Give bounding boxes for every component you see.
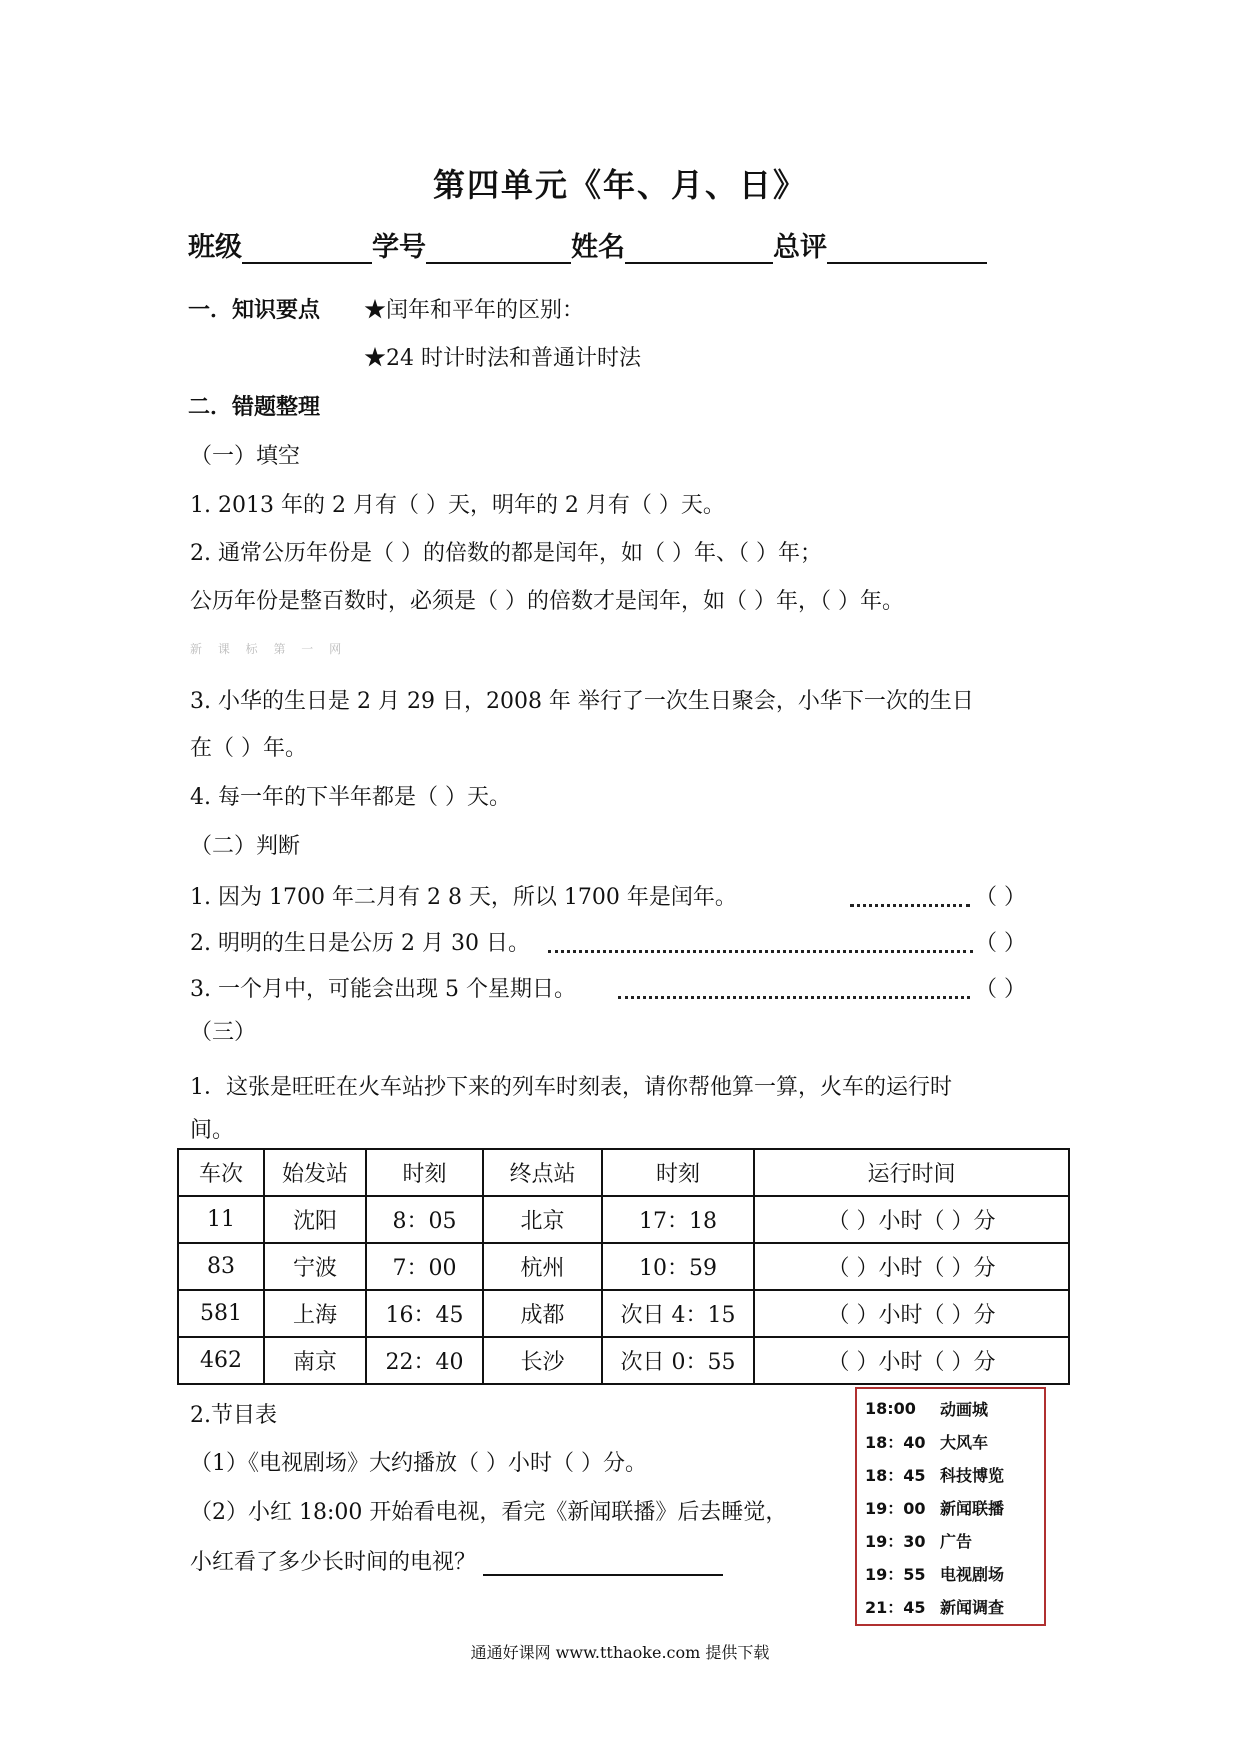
part3-question-1-line2: 间。 — [190, 1118, 235, 1143]
table-row — [178, 1337, 1069, 1384]
fill-question-2-line1: 2. 通常公历年份是（ ）的倍数的都是闰年，如（ ）年、（ ）年； — [190, 541, 822, 566]
score-blank[interactable] — [827, 232, 987, 264]
schedule-program: 新闻联播 — [940, 1499, 1005, 1518]
schedule-row — [865, 1491, 1004, 1524]
score-label: 总评 — [773, 232, 827, 263]
header-arrive-time: 时刻 — [602, 1149, 754, 1196]
schedule-program: 动画城 — [940, 1400, 989, 1419]
judge-item-3: 3. 一个月中，可能会出现 5 个星期日。 — [190, 977, 576, 1002]
schedule-time: 18：40 — [865, 1433, 926, 1452]
cell-arrive-time: 10：59 — [602, 1243, 754, 1290]
tv-schedule-box — [855, 1387, 1046, 1626]
cell-run-time[interactable]: （ ）小时（ ）分 — [754, 1290, 1069, 1337]
header-destination: 终点站 — [483, 1149, 602, 1196]
fill-question-3-line1: 3. 小华的生日是 2 月 29 日，2008 年 举行了一次生日聚会，小华下一次的生日 — [190, 689, 974, 714]
program-question-2-line1: （2）小红 18:00 开始看电视，看完《新闻联播》后去睡觉， — [190, 1500, 788, 1525]
schedule-row — [865, 1458, 1004, 1491]
cell-destination: 杭州 — [483, 1243, 602, 1290]
cell-depart-time: 22：40 — [366, 1337, 483, 1384]
page-title: 第四单元《年、月、日》 — [432, 166, 807, 204]
class-blank[interactable] — [242, 232, 372, 264]
judge-heading: （二）判断 — [190, 834, 301, 859]
judge-item-2-dots — [548, 934, 973, 953]
cell-arrive-time: 次日 4：15 — [602, 1290, 754, 1337]
section2-heading: 二．错题整理 — [188, 395, 321, 420]
cell-arrive-time: 次日 0：55 — [602, 1337, 754, 1384]
judge-item-1: 1. 因为 1700 年二月有 2 8 天，所以 1700 年是闰年。 — [190, 885, 737, 910]
schedule-row — [865, 1590, 1004, 1623]
schedule-program: 新闻调查 — [940, 1598, 1005, 1617]
part3-heading: （三） — [190, 1020, 257, 1045]
schedule-time: 21：45 — [865, 1598, 926, 1617]
answer-line[interactable] — [483, 1550, 723, 1576]
schedule-row — [865, 1524, 972, 1557]
class-label: 班级 — [188, 232, 242, 263]
cell-destination: 北京 — [483, 1196, 602, 1243]
program-table-heading: 2.节目表 — [190, 1403, 277, 1428]
name-blank[interactable] — [625, 232, 773, 264]
name-label: 姓名 — [571, 232, 625, 263]
cell-depart-time: 8：05 — [366, 1196, 483, 1243]
cell-train-no: 581 — [178, 1290, 264, 1337]
number-label: 学号 — [372, 232, 426, 263]
section1-heading: 一．知识要点 — [188, 298, 321, 323]
fill-question-3-line2: 在（ ）年。 — [190, 736, 307, 761]
fill-heading: （一）填空 — [190, 444, 301, 469]
program-question-2-text: 小红看了多少长时间的电视？ — [190, 1550, 477, 1575]
judge-item-2: 2. 明明的生日是公历 2 月 30 日。 — [190, 931, 530, 956]
schedule-program: 大风车 — [940, 1433, 989, 1452]
cell-destination: 成都 — [483, 1290, 602, 1337]
table-row — [178, 1290, 1069, 1337]
program-question-1: （1）《电视剧场》大约播放（ ）小时（ ）分。 — [190, 1451, 647, 1476]
watermark-text: 新 课 标 第 一 网 — [190, 642, 348, 656]
cell-destination: 长沙 — [483, 1337, 602, 1384]
header-origin: 始发站 — [264, 1149, 366, 1196]
schedule-program: 广告 — [940, 1532, 973, 1551]
schedule-time: 18：45 — [865, 1466, 926, 1485]
cell-depart-time: 16：45 — [366, 1290, 483, 1337]
cell-origin: 上海 — [264, 1290, 366, 1337]
cell-run-time[interactable]: （ ）小时（ ）分 — [754, 1243, 1069, 1290]
header-run-time: 运行时间 — [754, 1149, 1069, 1196]
student-info-row — [188, 225, 987, 264]
knowledge-point-2: ★24 时计时法和普通计时法 — [364, 346, 641, 371]
schedule-row — [865, 1425, 988, 1458]
table-row — [178, 1196, 1069, 1243]
fill-question-1: 1. 2013 年的 2 月有（ ）天，明年的 2 月有（ ）天。 — [190, 493, 725, 518]
fill-question-4: 4. 每一年的下半年都是（ ）天。 — [190, 785, 511, 810]
schedule-time: 19：30 — [865, 1532, 926, 1551]
cell-origin: 南京 — [264, 1337, 366, 1384]
number-blank[interactable] — [426, 232, 571, 264]
table-header-row — [178, 1149, 1069, 1196]
schedule-program: 电视剧场 — [940, 1565, 1005, 1584]
cell-train-no: 462 — [178, 1337, 264, 1384]
judge-item-3-answer[interactable]: （ ） — [975, 977, 1026, 1002]
judge-item-2-answer[interactable]: （ ） — [975, 931, 1026, 956]
cell-train-no: 11 — [178, 1196, 264, 1243]
train-timetable — [177, 1148, 1070, 1385]
cell-run-time[interactable]: （ ）小时（ ）分 — [754, 1337, 1069, 1384]
fill-question-2-line2: 公历年份是整百数时，必须是（ ）的倍数才是闰年，如（ ）年，（ ）年。 — [190, 589, 904, 614]
program-question-2-line2 — [190, 1545, 723, 1576]
cell-depart-time: 7：00 — [366, 1243, 483, 1290]
judge-item-1-dots — [850, 888, 970, 907]
page-footer: 通通好课网 www.tthaoke.com 提供下载 — [470, 1643, 770, 1662]
table-row — [178, 1243, 1069, 1290]
cell-train-no: 83 — [178, 1243, 264, 1290]
header-depart-time: 时刻 — [366, 1149, 483, 1196]
schedule-program: 科技博览 — [940, 1466, 1005, 1485]
cell-origin: 沈阳 — [264, 1196, 366, 1243]
judge-item-3-dots — [618, 980, 970, 999]
cell-origin: 宁波 — [264, 1243, 366, 1290]
header-train-no: 车次 — [178, 1149, 264, 1196]
knowledge-point-1: ★闰年和平年的区别： — [364, 298, 585, 323]
cell-arrive-time: 17：18 — [602, 1196, 754, 1243]
schedule-row — [865, 1392, 988, 1425]
part3-question-1-line1: 1．这张是旺旺在火车站抄下来的列车时刻表，请你帮他算一算，火车的运行时 — [190, 1075, 952, 1100]
schedule-time: 18:00 — [865, 1399, 916, 1418]
schedule-time: 19：00 — [865, 1499, 926, 1518]
schedule-row — [865, 1557, 1004, 1590]
schedule-time: 19：55 — [865, 1565, 926, 1584]
judge-item-1-answer[interactable]: （ ） — [975, 885, 1026, 910]
cell-run-time[interactable]: （ ）小时（ ）分 — [754, 1196, 1069, 1243]
